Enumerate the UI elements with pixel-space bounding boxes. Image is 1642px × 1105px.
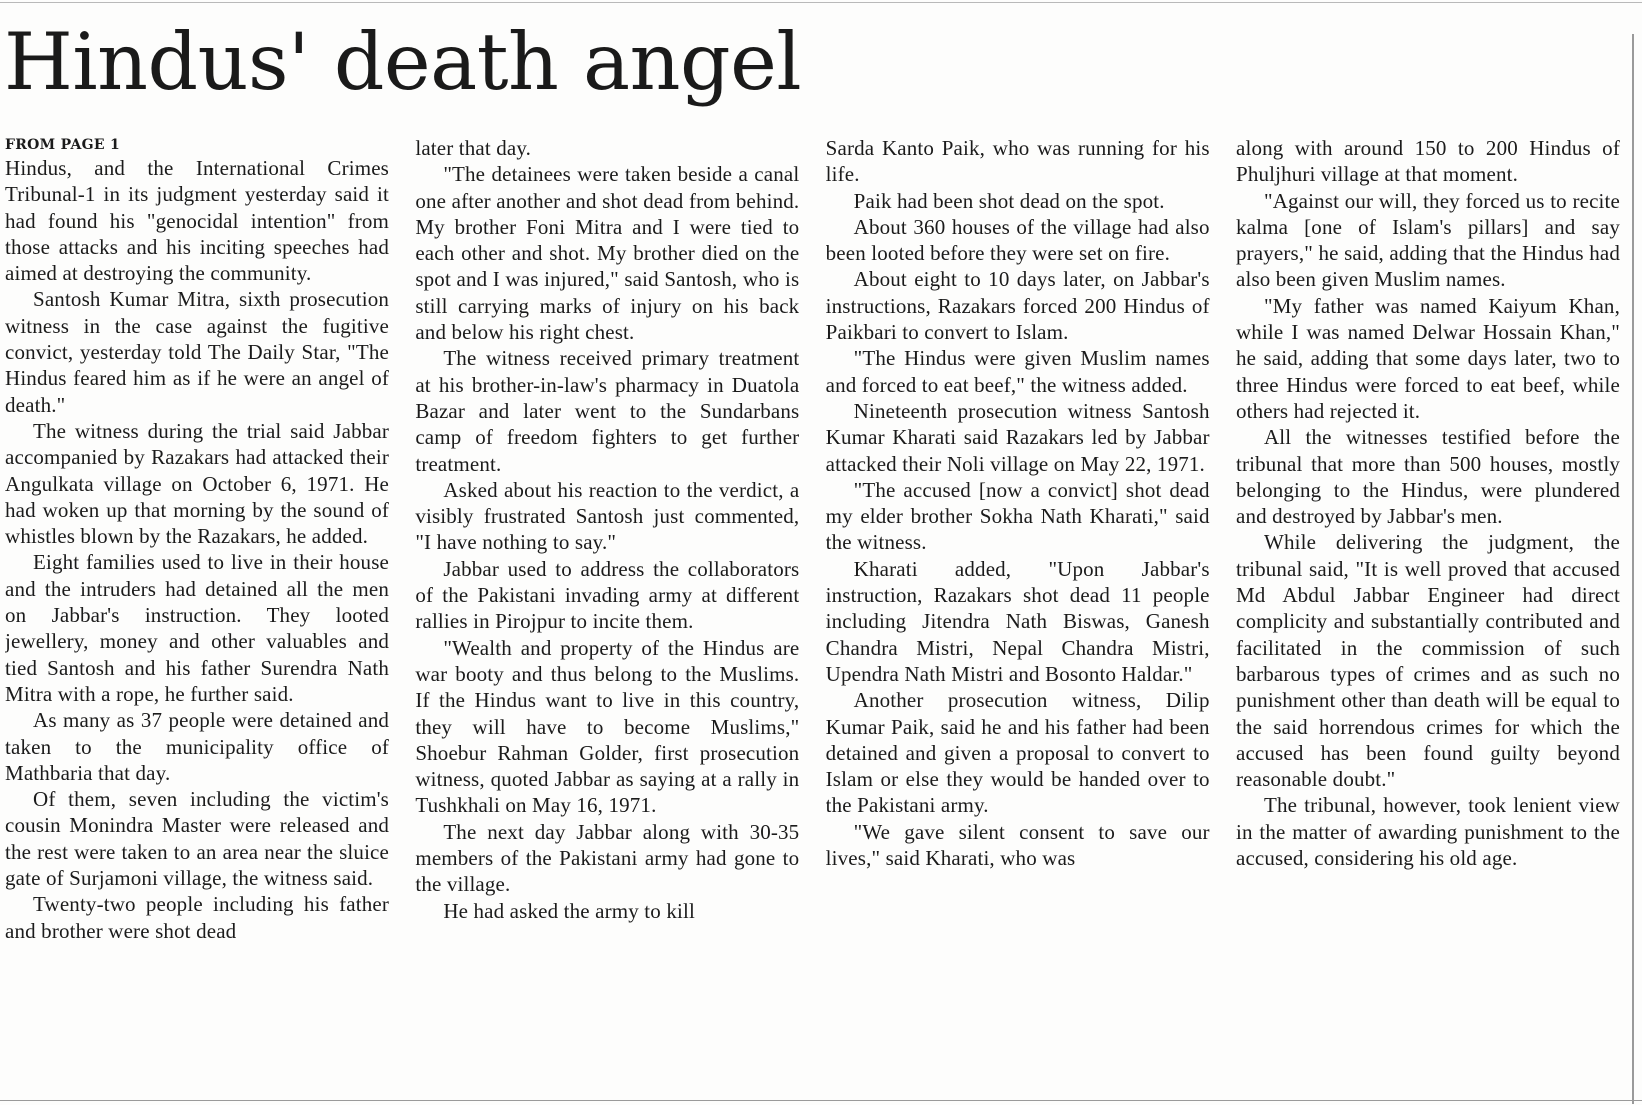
paragraph: The witness during the trial said Jabbar accompanied by Razakars had attacked their Angulkata village on October 6, 1971. He had woken up that morning by the sound of whistles blown by the Razakars, he added. bbox=[5, 418, 389, 549]
article-columns bbox=[5, 135, 1620, 1085]
paragraph: "The accused [now a convict] shot dead my elder brother Sokha Nath Kharati," said the witness. bbox=[825, 477, 1210, 555]
paragraph: Sarda Kanto Paik, who was running for his life. bbox=[825, 136, 1210, 187]
top-rule bbox=[0, 2, 1642, 3]
paragraph: Nineteenth prosecution witness Santosh Kumar Kharati said Razakars led by Jabbar attacked their Noli village on May 22, 1971. bbox=[825, 398, 1210, 476]
right-rule bbox=[1632, 34, 1634, 1104]
paragraph: All the witnesses testified before the tribunal that more than 500 houses, mostly belonging to the Hindus, were plundered and destroyed by Jabbar's men. bbox=[1235, 425, 1620, 529]
paragraph: along with around 150 to 200 Hindus of Phuljhuri village at that moment. bbox=[1235, 136, 1620, 187]
paragraph: "Wealth and property of the Hindus are war booty and thus belong to the Muslims. If the Hindus want to live in this country, they will have to become Muslims," Shoebur Rahman Golder, first prosecution witness, quoted Jabbar as saying at a rally in Tushkhali on May 16, 1971. bbox=[415, 635, 800, 818]
paragraph: He had asked the army to kill bbox=[443, 898, 695, 923]
paragraph: Of them, seven including the victim's cousin Monindra Master were released and the rest were taken to an area near the sluice gate of Surjamoni village, the witness said. bbox=[5, 787, 389, 891]
paragraph: Asked about his reaction to the verdict, a visibly frustrated Santosh just commented, "I have nothing to say." bbox=[415, 477, 800, 555]
headline: Hindus' death angel bbox=[4, 16, 802, 108]
paragraph: About eight to 10 days later, on Jabbar's instructions, Razakars forced 200 Hindus of Paikbari to convert to Islam. bbox=[825, 267, 1210, 345]
paragraph: The next day Jabbar along with 30-35 members of the Pakistani army had gone to the village. bbox=[415, 819, 800, 897]
paragraph: About 360 houses of the village had also been looted before they were set on fire. bbox=[825, 214, 1210, 266]
paragraph: "My father was named Kaiyum Khan, while I was named Delwar Hossain Khan," he said, adding that some days later, two to three Hindus were forced to eat beef, while others had rejected it. bbox=[1235, 293, 1620, 423]
kicker: FROM PAGE 1 bbox=[5, 137, 121, 153]
column-4 bbox=[1236, 135, 1620, 1085]
paragraph: Another prosecution witness, Dilip Kumar Paik, said he and his father had been detained and given a proposal to convert to Islam or else they would be handed over to the Pakistani army. bbox=[825, 688, 1210, 818]
paragraph: "Against our will, they forced us to recite kalma [one of Islam's pillars] and say prayers," he said, adding that the Hindus had also been given Muslim names. bbox=[1235, 188, 1620, 292]
column-3 bbox=[826, 135, 1210, 1085]
paragraph: later that day. bbox=[415, 136, 532, 160]
paragraph: Jabbar used to address the collaborators of the Pakistani invading army at different rallies in Pirojpur to incite them. bbox=[415, 556, 800, 634]
paragraph: Paik had been shot dead on the spot. bbox=[853, 188, 1165, 213]
paragraph: The tribunal, however, took lenient view in the matter of awarding punishment to the accused, considering his old age. bbox=[1235, 793, 1620, 871]
paragraph: As many as 37 people were detained and taken to the municipality office of Mathbaria that day. bbox=[5, 708, 389, 785]
paragraph: Kharati added, "Upon Jabbar's instruction, Razakars shot dead 11 people including Jitendra Nath Biswas, Ganesh Chandra Mistri, Nepal Chandra Mistri, Upendra Nath Mistri and Bosonto Haldar." bbox=[825, 556, 1210, 686]
paragraph: Hindus, and the International Crimes Tribunal-1 in its judgment yesterday said it had found his "genocidal intention" from those attacks and his inciting speeches had aimed at destroying the community. bbox=[5, 156, 389, 286]
paragraph: "The Hindus were given Muslim names and forced to eat beef," the witness added. bbox=[825, 346, 1210, 397]
paragraph: Twenty-two people including his father and brother were shot dead bbox=[5, 892, 389, 943]
bottom-rule bbox=[0, 1100, 1642, 1101]
column-1 bbox=[5, 135, 389, 1085]
paragraph: While delivering the judgment, the tribunal said, "It is well proved that accused Md Abdul Jabbar Engineer had direct complicity and substantially contributed and facilitated in the commission of such barbarous types of crimes and as such no punishment other than death will be equal to the said horrendous crimes for which the accused has been found guilty beyond reasonable doubt." bbox=[1235, 530, 1620, 792]
paragraph: Santosh Kumar Mitra, sixth prosecution witness in the case against the fugitive convict, yesterday told The Daily Star, "The Hindus feared him as if he were an angel of death." bbox=[5, 287, 389, 417]
paragraph: "We gave silent consent to save our lives," said Kharati, who was bbox=[825, 819, 1210, 871]
column-2 bbox=[415, 135, 799, 1085]
paragraph: "The detainees were taken beside a canal one after another and shot dead from behind. My brother Foni Mitra and I were tied to each other and shot. My brother died on the spot and I was injured," said Santosh, who is still carrying marks of injury on his back and below his right chest. bbox=[415, 162, 800, 345]
paragraph: Eight families used to live in their house and the intruders had detained all the men on Jabbar's instruction. They looted jewellery, money and other valuables and tied Santosh and his father Surendra Nath Mitra with a rope, he further said. bbox=[5, 550, 389, 706]
paragraph: The witness received primary treatment at his brother-in-law's pharmacy in Duatola Bazar and later went to the Sundarbans camp of freedom fighters to get further treatment. bbox=[415, 346, 800, 476]
